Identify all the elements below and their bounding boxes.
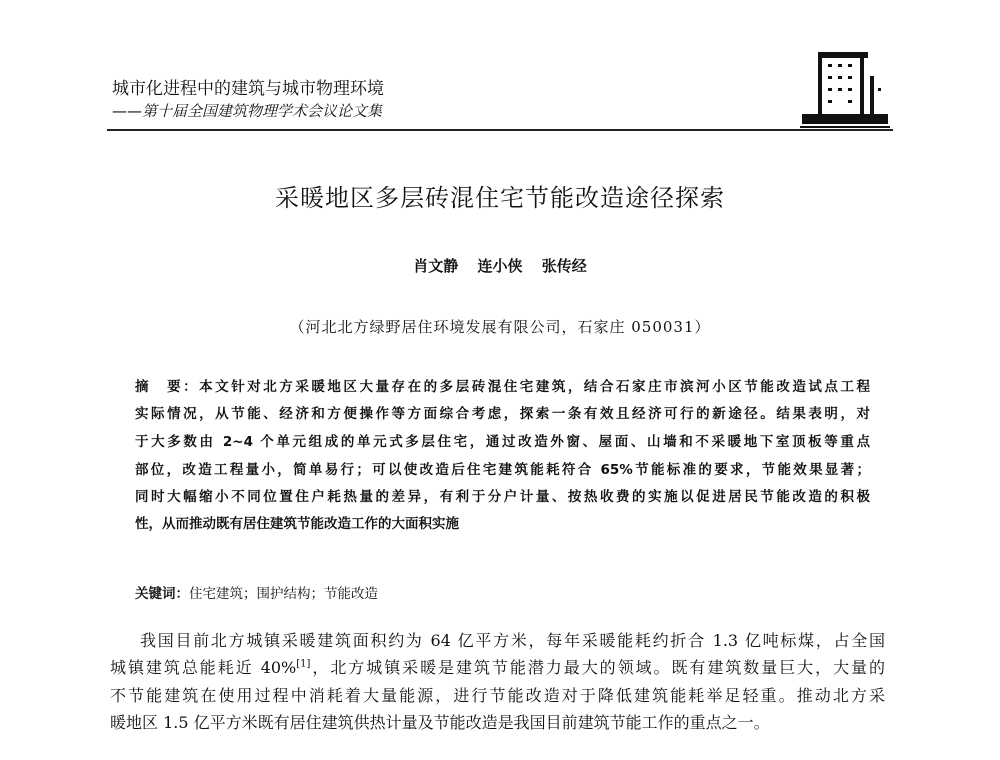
author: 肖文静 (413, 257, 459, 275)
affiliation: （河北北方绿野居住环境发展有限公司，石家庄 050031） (289, 318, 711, 336)
keywords-label: 关键词： (135, 586, 189, 602)
body-line: 城镇建筑总能耗近 40%[1]，北方城镇采暖是建筑节能潜力最大的领域。既有建筑数量巨大，大量的 (110, 658, 885, 677)
body-line: 暖地区 1.5 亿平方米既有居住建筑供热计量及节能改造是我国目前建筑节能工作的重点之一。 (110, 713, 770, 732)
abstract-line: 同时大幅缩小不同位置住户耗热量的差异，有利于分户计量、按热收费的实施以促进居民节能改造的积极 (135, 489, 870, 505)
author: 连小侠 (477, 257, 523, 275)
authors (0, 255, 1000, 276)
author: 张传经 (541, 257, 587, 275)
paper-title: 采暖地区多层砖混住宅节能改造途径探索 (275, 184, 725, 212)
header-rule (107, 129, 893, 131)
keywords (135, 582, 378, 602)
abstract-line: 摘 要：本文针对北方采暖地区大量存在的多层砖混住宅建筑，结合石家庄市滨河小区节能改造试点工程 (135, 379, 870, 395)
abstract-line: 实际情况，从节能、经济和方便操作等方面综合考虑，探索一条有效且经济可行的新途径。结果表明，对 (135, 406, 870, 422)
building-logo-icon (800, 48, 890, 128)
journal-subtitle: ——第十届全国建筑物理学术会议论文集 (112, 102, 383, 120)
abstract-line: 性，从而推动既有居住建筑节能改造工作的大面积实施 (135, 516, 459, 532)
body-line: 不节能建筑在使用过程中消耗着大量能源，进行节能改造对于降低建筑能耗举足轻重。推动北方采 (110, 686, 885, 705)
journal-title: 城市化进程中的建筑与城市物理环境 (112, 79, 384, 99)
abstract-line: 于大多数由 2~4 个单元组成的单元式多层住宅，通过改造外窗、屋面、山墙和不采暖地下室顶板等重点 (135, 434, 870, 450)
citation[interactable]: [1] (296, 658, 311, 670)
abstract-line: 部位，改造工程量小，简单易行；可以使改造后住宅建筑能耗符合 65%节能标准的要求，节能效果显著； (135, 462, 870, 478)
body-line: 我国目前北方城镇采暖建筑面积约为 64 亿平方米，每年采暖能耗约折合 1.3 亿吨标煤，占全国 (140, 631, 885, 650)
keywords-list: 住宅建筑；围护结构；节能改造 (189, 586, 378, 602)
